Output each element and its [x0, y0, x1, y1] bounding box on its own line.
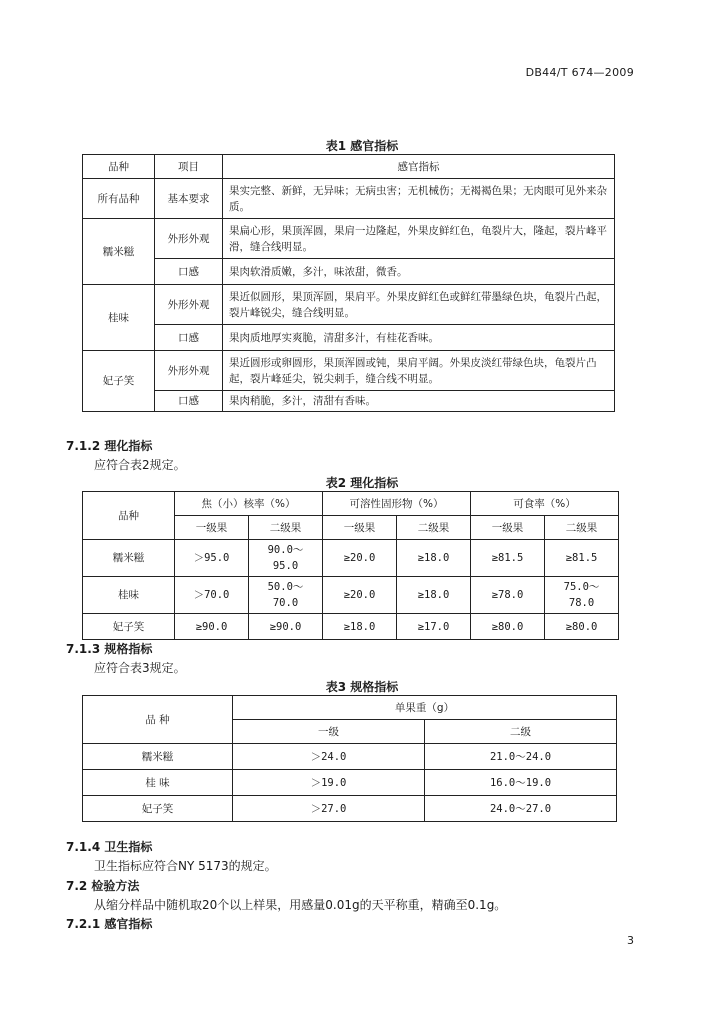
- table2-group-header: 焦（小）核率（%）: [175, 492, 323, 516]
- table2-cell: ≥80.0: [471, 614, 545, 640]
- table1-variety: 桂味: [83, 285, 155, 351]
- table1-sensory: [82, 154, 615, 412]
- table2-cell: 50.0～70.0: [249, 577, 323, 614]
- table1-item: 口感: [155, 391, 223, 412]
- table2-cell: ≥20.0: [323, 540, 397, 577]
- table1-variety: 妃子笑: [83, 351, 155, 412]
- table1-item: 口感: [155, 325, 223, 351]
- table1-item: 外形外观: [155, 219, 223, 259]
- table3-subheader: 二级: [425, 720, 617, 744]
- table2-cell: ≥20.0: [323, 577, 397, 614]
- table2-subheader: 一级果: [323, 516, 397, 540]
- section-heading: 7.1.4 卫生指标: [66, 840, 153, 854]
- section-text: 卫生指标应符合NY 5173的规定。: [94, 859, 277, 873]
- section-heading: 7.1.2 理化指标: [66, 439, 153, 453]
- table3-cell: ＞19.0: [233, 770, 425, 796]
- table3-cell: 24.0～27.0: [425, 796, 617, 822]
- table2-cell: ≥17.0: [397, 614, 471, 640]
- table2-subheader: 二级果: [545, 516, 619, 540]
- table1-caption: 表1 感官指标: [325, 139, 399, 153]
- table2-variety: 妃子笑: [83, 614, 175, 640]
- table2-group-header: 可食率（%）: [471, 492, 619, 516]
- section-text: 应符合表3规定。: [94, 661, 186, 675]
- table3-subheader: 一级: [233, 720, 425, 744]
- section-text: 从缩分样品中随机取20个以上样果，用感量0.01g的天平称重，精确至0.1g。: [94, 898, 507, 912]
- table1-header-variety: 品种: [83, 155, 155, 179]
- table2-header-variety: 品种: [83, 492, 175, 540]
- table3-cell: 16.0～19.0: [425, 770, 617, 796]
- table1-item: 基本要求: [155, 179, 223, 219]
- table1-desc: 果近似圆形，果顶浑圆，果肩平。外果皮鲜红色或鲜红带墨绿色块，龟裂片凸起，裂片峰锐尖，缝合线明显。: [223, 285, 615, 325]
- page-number: 3: [627, 934, 634, 947]
- table2-subheader: 一级果: [471, 516, 545, 540]
- table1-desc: 果实完整、新鲜，无异味；无病虫害；无机械伤；无褐褐色果；无肉眼可见外来杂质。: [223, 179, 615, 219]
- table1-desc: 果肉软滑质嫩，多汁，味浓甜，微香。: [223, 259, 615, 285]
- table3-cell: ＞24.0: [233, 744, 425, 770]
- table2-cell: ≥18.0: [397, 577, 471, 614]
- section-text: 应符合表2规定。: [94, 458, 186, 472]
- table1-header-item: 项目: [155, 155, 223, 179]
- table1-desc: 果近圆形或卵圆形，果顶浑圆或钝，果肩平阔。外果皮淡红带绿色块，龟裂片凸起，裂片峰延尖，锐尖刺手，缝合线不明显。: [223, 351, 615, 391]
- table1-item: 口感: [155, 259, 223, 285]
- table2-cell: 75.0～78.0: [545, 577, 619, 614]
- table1-variety: 所有品种: [83, 179, 155, 219]
- table2-cell: ＞95.0: [175, 540, 249, 577]
- table2-variety: 桂味: [83, 577, 175, 614]
- table2-cell: ≥81.5: [545, 540, 619, 577]
- table2-cell: ≥18.0: [323, 614, 397, 640]
- table2-physicochemical: [82, 491, 619, 640]
- table1-variety: 糯米糍: [83, 219, 155, 285]
- table1-item: 外形外观: [155, 351, 223, 391]
- section-heading: 7.2.1 感官指标: [66, 917, 153, 931]
- table2-cell: 90.0～95.0: [249, 540, 323, 577]
- table2-cell: ≥78.0: [471, 577, 545, 614]
- table3-variety: 糯米糍: [83, 744, 233, 770]
- standard-code: DB44/T 674—2009: [525, 66, 634, 79]
- table3-caption: 表3 规格指标: [325, 680, 399, 694]
- table2-cell: ≥90.0: [249, 614, 323, 640]
- table1-desc: 果肉稍脆，多汁，清甜有香味。: [223, 391, 615, 412]
- table1-header-desc: 感官指标: [223, 155, 615, 179]
- table1-item: 外形外观: [155, 285, 223, 325]
- table2-subheader: 二级果: [249, 516, 323, 540]
- table3-cell: 21.0～24.0: [425, 744, 617, 770]
- table2-variety: 糯米糍: [83, 540, 175, 577]
- section-heading: 7.2 检验方法: [66, 879, 140, 893]
- table2-cell: ≥18.0: [397, 540, 471, 577]
- table2-cell: ≥81.5: [471, 540, 545, 577]
- table2-subheader: 二级果: [397, 516, 471, 540]
- table2-cell: ＞70.0: [175, 577, 249, 614]
- table3-variety: 桂 味: [83, 770, 233, 796]
- table2-cell: ≥80.0: [545, 614, 619, 640]
- table3-specification: [82, 695, 617, 822]
- table3-header-variety: 品 种: [83, 696, 233, 744]
- table1-desc: 果肉质地厚实爽脆，清甜多汁，有桂花香味。: [223, 325, 615, 351]
- table3-variety: 妃子笑: [83, 796, 233, 822]
- section-heading: 7.1.3 规格指标: [66, 642, 153, 656]
- table2-group-header: 可溶性固形物（%）: [323, 492, 471, 516]
- table2-caption: 表2 理化指标: [325, 476, 399, 490]
- table2-cell: ≥90.0: [175, 614, 249, 640]
- table1-desc: 果扁心形，果顶浑圆，果肩一边隆起，外果皮鲜红色，龟裂片大，隆起，裂片峰平滑，缝合线明显。: [223, 219, 615, 259]
- table3-cell: ＞27.0: [233, 796, 425, 822]
- table2-subheader: 一级果: [175, 516, 249, 540]
- table3-header-weight: 单果重（g）: [233, 696, 617, 720]
